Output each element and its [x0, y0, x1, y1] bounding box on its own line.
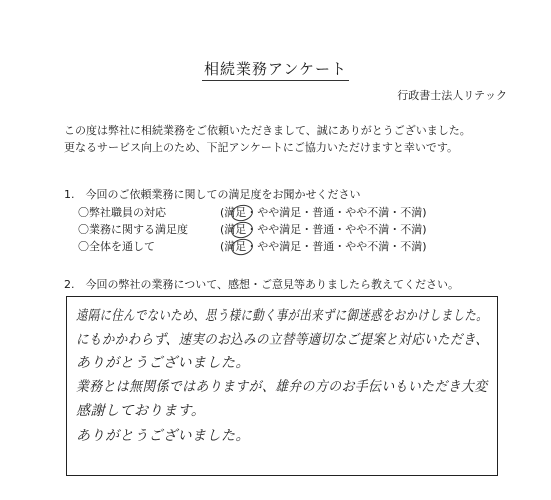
rating-options[interactable]: [220, 221, 470, 238]
page-title-text: 相続業務アンケート: [202, 60, 349, 81]
satisfaction-row: [78, 204, 470, 221]
page-title: [0, 58, 551, 79]
rating-options[interactable]: [220, 238, 470, 255]
rating-options-text: (満足・やや満足・普通・やや不満・不満): [220, 223, 427, 236]
row-label: 〇弊社職員の対応: [78, 206, 166, 219]
company-name: 行政書士法人リテック: [397, 89, 507, 102]
handwritten-answer-line: 業務とは無関係ではありますが、雄弁の方のお手伝いもいただき大変: [76, 379, 488, 395]
satisfaction-rows: [78, 204, 470, 255]
handwritten-answer-line: ありがとうございました。: [76, 355, 250, 371]
rating-options-text: (満足・やや満足・普通・やや不満・不満): [220, 240, 427, 253]
handwritten-answer-line: ありがとうございました。: [76, 428, 250, 444]
question-2: 2. 今回の弊社の業務について、感想・ご意見等ありましたら教えてください。: [64, 278, 460, 291]
handwritten-answer-line: にもかかわらず、速実のお込みの立替等適切なご提案と対応いただき、: [76, 332, 489, 348]
intro-line: 更なるサービス向上のため、下記アンケートにご協力いただけますと幸いです。: [64, 141, 459, 154]
intro-line: この度は弊社に相続業務をご依頼いただきまして、誠にありがとうございました。: [64, 124, 471, 137]
rating-options[interactable]: [220, 204, 470, 221]
satisfaction-row: [78, 221, 470, 238]
handwritten-answer-line: 感謝しております。: [76, 403, 206, 419]
question-1: 1. 今回のご依頼業務に関しての満足度をお聞かせください: [64, 188, 361, 201]
rating-options-text: (満足・やや満足・普通・やや不満・不満): [220, 206, 427, 219]
row-label: 〇全体を通して: [78, 240, 155, 253]
row-label: 〇業務に関する満足度: [78, 223, 188, 236]
handwritten-answer-line: 遠隔に住んでないため、思う様に動く事が出来ずに御迷惑をおかけしました。: [76, 308, 488, 324]
satisfaction-row: [78, 238, 470, 255]
intro-text: [64, 122, 471, 156]
